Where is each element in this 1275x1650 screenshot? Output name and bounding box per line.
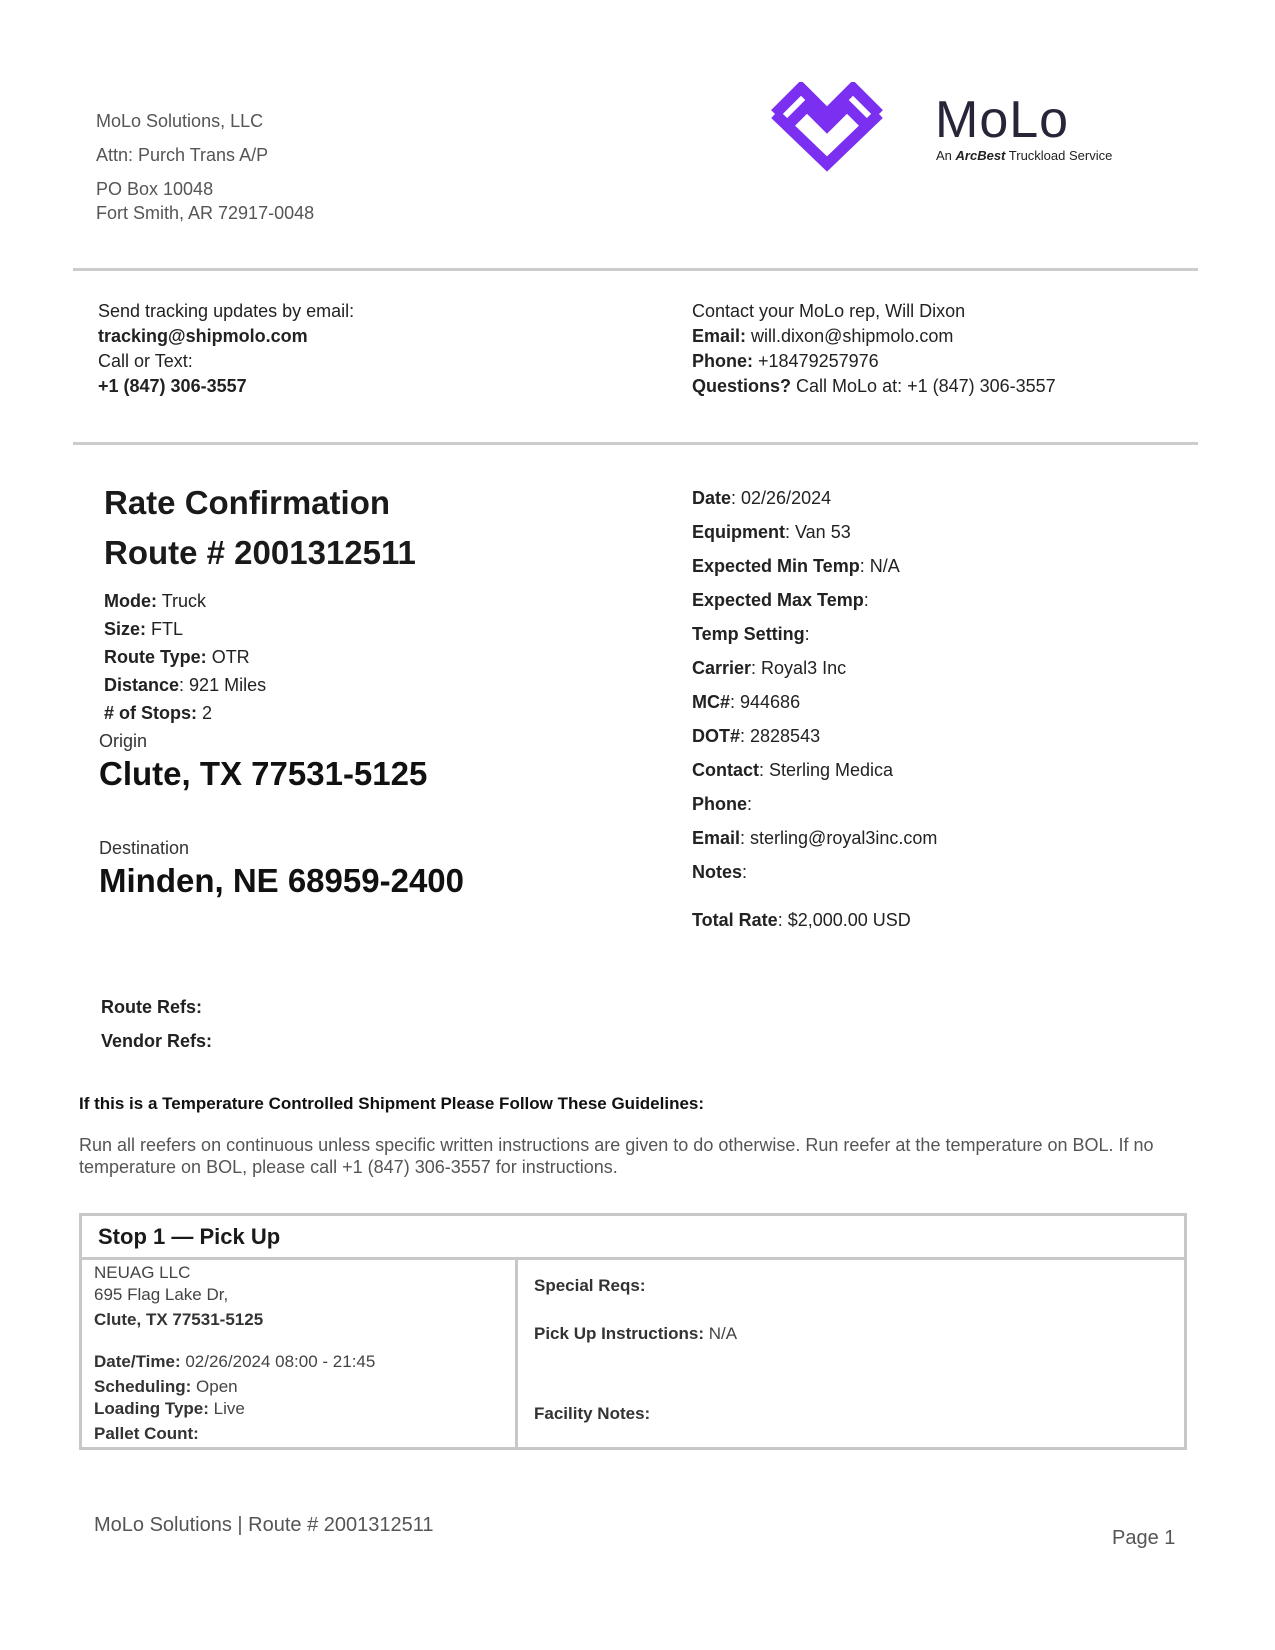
call-label: Call or Text: [98, 351, 193, 371]
loading-value: Live [213, 1399, 245, 1418]
detail-label: Equipment [692, 522, 785, 542]
summary-label: Size: [104, 619, 147, 639]
detail-label: Temp Setting [692, 624, 805, 644]
detail-row [692, 549, 937, 583]
rep-phone-label: Phone: [692, 351, 753, 371]
facility-street: 695 Flag Lake Dr, [94, 1285, 229, 1304]
summary-value: Truck [161, 591, 207, 611]
datetime-value: 02/26/2024 08:00 - 21:45 [185, 1352, 376, 1371]
detail-row [692, 821, 937, 855]
tracking-info [98, 299, 354, 399]
detail-value: : 2828543 [740, 726, 821, 746]
rep-contact [692, 299, 1056, 399]
rep-email[interactable]: will.dixon@shipmolo.com [751, 326, 954, 346]
billing-address [96, 104, 314, 224]
column-divider [515, 1257, 518, 1447]
summary-label: # of Stops: [104, 703, 197, 723]
detail-label: Phone [692, 794, 748, 814]
detail-label: Email [692, 828, 741, 848]
page-number: Page 1 [1112, 1527, 1176, 1549]
detail-row [692, 685, 937, 719]
questions-text: Call MoLo at: +1 (847) 306-3557 [796, 376, 1056, 396]
destination-label: Destination [99, 838, 190, 858]
detail-value: : Royal3 Inc [751, 658, 847, 678]
rep-intro: Contact your MoLo rep, Will Dixon [692, 301, 966, 321]
summary-row [104, 671, 266, 699]
molo-mark-icon [767, 82, 897, 172]
pickup-instructions-label: Pick Up Instructions: [534, 1324, 705, 1343]
pallet-label: Pallet Count: [94, 1424, 199, 1443]
detail-value: : [863, 590, 869, 610]
detail-label: DOT# [692, 726, 741, 746]
detail-value: : [747, 794, 753, 814]
rep-phone[interactable]: +18479257976 [758, 351, 879, 371]
address-line: MoLo Solutions, LLC [96, 111, 264, 131]
summary-label: Route Type: [104, 647, 207, 667]
summary-value: OTR [211, 647, 250, 667]
detail-label: Date [692, 488, 732, 508]
tracking-phone[interactable]: +1 (847) 306-3557 [98, 376, 247, 396]
detail-row [692, 719, 937, 753]
destination-location: Minden, NE 68959-2400 [99, 862, 464, 899]
detail-value: : 02/26/2024 [731, 488, 832, 508]
route-number: Route # 2001312511 [104, 534, 416, 571]
route-refs-label: Route Refs: [101, 997, 203, 1017]
facility-notes-label: Facility Notes: [534, 1404, 651, 1423]
rep-email-label: Email: [692, 326, 747, 346]
divider [73, 268, 1198, 271]
datetime-label: Date/Time: [94, 1352, 181, 1371]
detail-row [692, 855, 937, 889]
summary-value: : 921 Miles [179, 675, 267, 695]
summary-label: Distance [104, 675, 180, 695]
detail-label: Carrier [692, 658, 752, 678]
detail-row [692, 753, 937, 787]
detail-value[interactable]: : sterling@royal3inc.com [740, 828, 938, 848]
summary-row [104, 643, 266, 671]
tracking-label: Send tracking updates by email: [98, 301, 355, 321]
total-rate [692, 910, 911, 931]
page-title: Rate Confirmation [104, 484, 391, 521]
tagline-brand: ArcBest [955, 148, 1006, 163]
molo-logo [775, 82, 1155, 177]
loading-label: Loading Type: [94, 1399, 209, 1418]
vendor-refs-label: Vendor Refs: [101, 1031, 213, 1051]
origin-location: Clute, TX 77531-5125 [99, 755, 428, 792]
detail-value: : [804, 624, 810, 644]
document-title [104, 478, 416, 578]
origin-label: Origin [99, 731, 148, 751]
facility-name: NEUAG LLC [94, 1263, 191, 1282]
route-summary [104, 587, 266, 727]
load-details [692, 481, 937, 889]
summary-row [104, 699, 266, 727]
footer-text: MoLo Solutions | Route # 2001312511 [94, 1514, 434, 1536]
address-line: Attn: Purch Trans A/P [96, 145, 269, 165]
summary-value: FTL [151, 619, 184, 639]
detail-value: : N/A [859, 556, 900, 576]
detail-value: : [742, 862, 748, 882]
scheduling-value: Open [196, 1377, 238, 1396]
stop-card [79, 1213, 1187, 1450]
address-line: PO Box 10048 [96, 179, 214, 199]
special-reqs-label: Special Reqs: [534, 1276, 646, 1295]
facility-city: Clute, TX 77531-5125 [94, 1310, 264, 1329]
tagline-prefix: An [936, 148, 952, 163]
detail-row [692, 583, 937, 617]
detail-label: Expected Min Temp [692, 556, 860, 576]
scheduling-label: Scheduling: [94, 1377, 192, 1396]
guidelines-heading: If this is a Temperature Controlled Shipment Please Follow These Guidelines: [79, 1094, 705, 1113]
stop-title: Stop 1 — Pick Up [82, 1216, 1184, 1260]
references [101, 990, 212, 1058]
summary-value: 2 [202, 703, 213, 723]
summary-row [104, 587, 266, 615]
tracking-email[interactable]: tracking@shipmolo.com [98, 326, 308, 346]
guidelines-body: Run all reefers on continuous unless specific written instructions are given to do otherwise. Run reefer at the temperature on BOL. If no temperature on BOL, please call +1 (847) 306-3557 for instructions. [79, 1135, 1154, 1177]
detail-label: Notes [692, 862, 743, 882]
address-line: Fort Smith, AR 72917-0048 [96, 203, 315, 223]
total-label: Total Rate [692, 910, 778, 930]
detail-row [692, 651, 937, 685]
detail-row [692, 515, 937, 549]
detail-value: : Van 53 [785, 522, 851, 542]
stop-location [94, 1262, 375, 1445]
detail-label: MC# [692, 692, 731, 712]
detail-row [692, 787, 937, 821]
total-value: : $2,000.00 USD [777, 910, 911, 930]
detail-label: Expected Max Temp [692, 590, 864, 610]
pickup-instructions-value: N/A [708, 1324, 738, 1343]
summary-label: Mode: [104, 591, 157, 611]
detail-label: Contact [692, 760, 759, 780]
questions-label: Questions? [692, 376, 792, 396]
summary-row [104, 615, 266, 643]
detail-row [692, 481, 937, 515]
tagline-suffix: Truckload Service [1008, 148, 1113, 163]
logo-wordmark: MoLo [935, 91, 1070, 149]
detail-value: : 944686 [730, 692, 801, 712]
divider [73, 442, 1198, 445]
detail-row [692, 617, 937, 651]
detail-value: : Sterling Medica [759, 760, 894, 780]
logo-tagline [936, 148, 1112, 163]
